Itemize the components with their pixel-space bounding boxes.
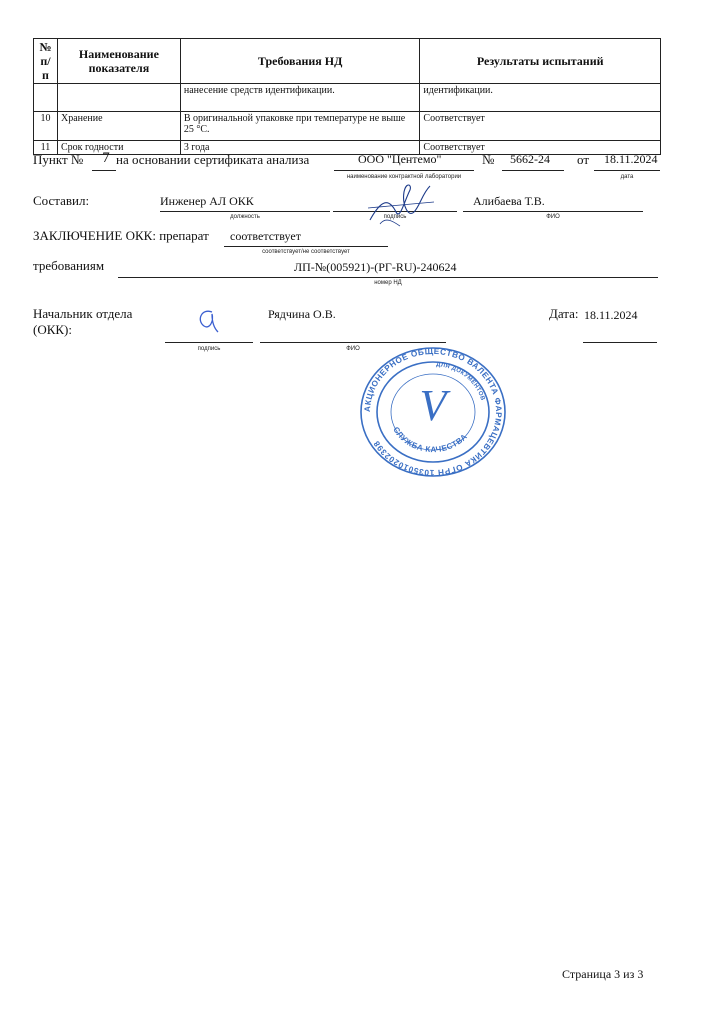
row-requirement: 3 года [180,141,420,155]
nd-number: ЛП-№(005921)-(РГ-RU)-240624 [294,260,457,274]
stamp-service-text: СЛУЖБА КАЧЕСТВА [391,425,470,455]
position-underline [160,211,330,212]
row-indicator [57,84,180,112]
number-sign: № [482,152,495,167]
head-signature-image [192,306,224,336]
compiled-name-underline [463,211,643,212]
header-requirement: Требования НД [180,39,420,84]
compiled-signature-image [360,172,440,232]
quality-service-stamp [358,346,508,478]
row-num [34,84,58,112]
row-result: Соответствует [420,141,661,155]
compiled-name: Алибаева Т.В. [473,194,545,208]
basis-text: на основании сертификата анализа [116,152,310,167]
cert-number-underline [502,170,564,171]
nd-caption: номер НД [374,280,402,286]
cert-date: 18.11.2024 [604,152,658,166]
cert-number: 5662-24 [510,152,550,166]
date-caption: дата [620,174,634,180]
stamp-inner-text: ДЛЯ ДОКУМЕНТОВ [435,362,486,402]
head-date-value: 18.11.2024 [584,308,638,322]
lab-underline [334,170,474,171]
requirements-label: требованиям [33,258,105,273]
header-result: Результаты испытаний [420,39,661,84]
row-requirement: В оригинальной упаковке при температуре не выше 25 °С. [180,112,420,141]
compiled-signature-caption: подпись [383,214,407,220]
header-indicator: Наименование показателя [57,39,180,84]
row-num: 10 [34,112,58,141]
head-signature-line [165,342,253,343]
head-signature-caption: подпись [197,346,221,352]
nd-underline [118,277,658,278]
row-indicator: Срок годности [57,141,180,155]
conclusion-underline [224,246,388,247]
head-name-caption: ФИО [346,346,360,352]
compiled-position: Инженер АЛ ОКК [160,194,254,208]
row-num: 11 [34,141,58,155]
stamp-logo: V [419,381,447,430]
compiled-label: Составил: [33,193,90,208]
conclusion-value: соответствует [230,229,301,243]
head-name: Рядчина О.В. [268,307,336,321]
position-caption: должность [230,214,260,220]
punkt-underline [92,170,116,171]
stamp-outer-text: АКЦИОНЕРНОЕ ОБЩЕСТВО ВАЛЕНТА ФАРМАЦЕВТИКА ОГРН 1035010202398 [362,346,504,478]
specification-table [33,38,661,155]
lab-caption: наименование контрактной лаборатории [346,174,462,180]
cert-date-underline [594,170,660,171]
head-label-line2: (ОКК): [33,322,72,337]
head-date-label: Дата: [549,306,579,321]
table-row [34,84,661,112]
from-label: от [577,152,590,167]
table-row [34,112,661,141]
head-date-underline [583,342,657,343]
head-name-underline [260,342,446,343]
table-header-row [34,39,661,84]
conclusion-label: ЗАКЛЮЧЕНИЕ ОКК: препарат [33,228,209,243]
head-label-line1: Начальник отдела [33,306,133,321]
lab-name: ООО "Центемо" [358,152,442,166]
row-indicator: Хранение [57,112,180,141]
header-num: № п/п [34,39,58,84]
page-number: Страница 3 из 3 [562,967,644,981]
row-result: Соответствует [420,112,661,141]
row-result: идентификации. [420,84,661,112]
compiled-name-caption: ФИО [546,214,560,220]
row-requirement: нанесение средств идентификации. [180,84,420,112]
conclusion-caption: соответствует/не соответствует [262,249,350,255]
punkt-label: Пункт № [33,152,84,167]
punkt-value: 7 [102,150,110,166]
